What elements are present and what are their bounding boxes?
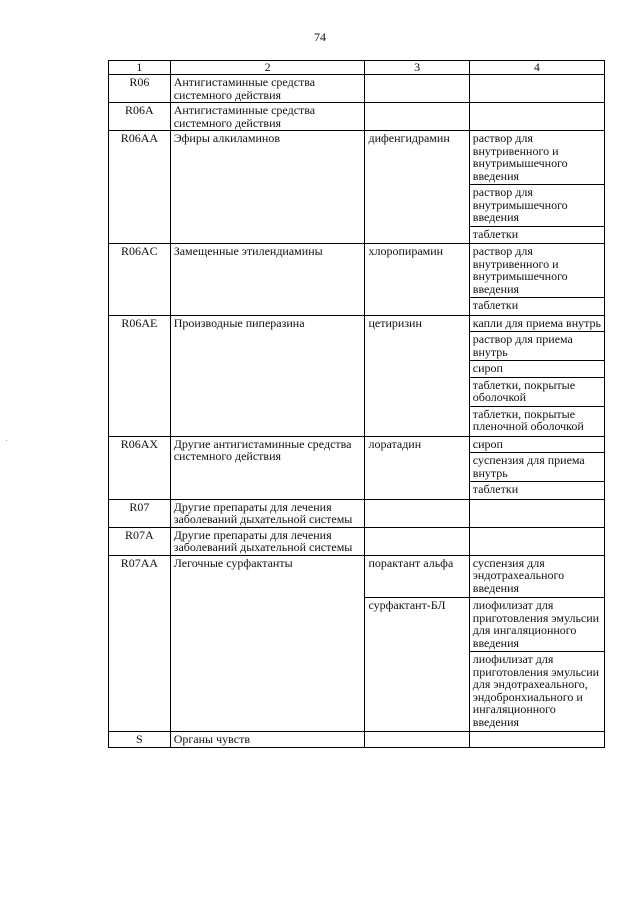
dosage-form: раствор для приема внутрь xyxy=(470,332,604,361)
table-row xyxy=(109,75,605,103)
table-row xyxy=(109,315,605,436)
atc-code-cell: S xyxy=(109,732,171,748)
dosage-form: таблетки, покрытые оболочкой xyxy=(470,378,604,407)
drug-name-cell: хлоропирамин xyxy=(365,244,469,316)
table-row xyxy=(109,732,605,748)
dosage-form: раствор для внутривенного и внутримышечного введения xyxy=(470,131,604,185)
dosage-forms-cell xyxy=(469,315,604,436)
dosage-forms-cell xyxy=(469,732,604,748)
drug-name-cell xyxy=(365,499,469,527)
drug-name-cell xyxy=(365,103,469,131)
table-row xyxy=(109,244,605,316)
dosage-form: таблетки, покрытые пленочной оболочкой xyxy=(472,406,584,433)
dosage-forms-cell xyxy=(469,598,604,732)
table-row xyxy=(109,499,605,527)
dosage-form: раствор для внутривенного и внутримышечного введения xyxy=(470,244,604,298)
group-name-cell: Эфиры алкиламинов xyxy=(170,131,365,244)
group-name-cell: Замещенные этилендиамины xyxy=(170,244,365,316)
group-name-cell: Производные пиперазина xyxy=(170,315,365,436)
group-name-cell: Другие антигистаминные средства системного действия xyxy=(170,436,365,499)
dosage-forms-cell xyxy=(469,527,604,555)
table-row xyxy=(109,555,605,598)
atc-code-cell: R06AX xyxy=(109,436,171,499)
dosage-form: раствор для внутримышечного введения xyxy=(470,185,604,227)
dosage-form: лиофилизат для приготовления эмульсии для эндотрахеального, эндобронхиального и ингаляционного введения xyxy=(472,652,600,729)
atc-code-cell: R06AE xyxy=(109,315,171,436)
table-row xyxy=(109,131,605,244)
dosage-forms-cell xyxy=(469,555,604,598)
atc-code-cell: R07A xyxy=(109,527,171,555)
atc-code-cell: R06 xyxy=(109,75,171,103)
group-name-cell: Другие препараты для лечения заболеваний дыхательной системы xyxy=(170,499,365,527)
header-cell-3: 3 xyxy=(365,61,469,75)
atc-code-cell: R06AC xyxy=(109,244,171,316)
drug-name-cell xyxy=(365,75,469,103)
table-row xyxy=(109,103,605,131)
dosage-form: таблетки xyxy=(472,226,519,241)
group-name-cell: Легочные сурфактанты xyxy=(170,555,365,732)
margin-mark xyxy=(6,440,7,441)
atc-code-cell: R07AA xyxy=(109,555,171,732)
group-name-cell: Органы чувств xyxy=(170,732,365,748)
dosage-forms-cell xyxy=(469,75,604,103)
drug-name-cell: порактант альфа xyxy=(365,555,469,598)
dosage-forms-cell xyxy=(469,436,604,499)
drug-name-cell: лоратадин xyxy=(365,436,469,499)
dosage-form: таблетки xyxy=(472,482,519,496)
header-cell-4: 4 xyxy=(469,61,604,75)
atc-code-cell: R06A xyxy=(109,103,171,131)
table-row xyxy=(109,527,605,555)
dosage-forms-cell xyxy=(469,131,604,244)
table-header-row xyxy=(109,61,605,75)
drug-name-cell xyxy=(365,527,469,555)
drug-table xyxy=(108,60,605,748)
group-name-cell: Антигистаминные средства системного действия xyxy=(170,103,365,131)
dosage-form: суспензия для эндотрахеального введения xyxy=(472,555,565,595)
dosage-form: сироп xyxy=(470,437,604,454)
header-cell-2: 2 xyxy=(170,61,365,75)
group-name-cell: Другие препараты для лечения заболеваний дыхательной системы xyxy=(170,527,365,555)
group-name-cell: Антигистаминные средства системного действия xyxy=(170,75,365,103)
dosage-form: лиофилизат для приготовления эмульсии для ингаляционного введения xyxy=(470,598,604,652)
table-row xyxy=(109,436,605,499)
page-number: 74 xyxy=(314,30,326,44)
drug-name-cell: цетиризин xyxy=(365,315,469,436)
dosage-form: таблетки xyxy=(472,298,519,312)
drug-name-cell: дифенгидрамин xyxy=(365,131,469,244)
dosage-form: сироп xyxy=(470,361,604,378)
header-cell-1: 1 xyxy=(109,61,171,75)
drug-name-cell xyxy=(365,732,469,748)
dosage-forms-cell xyxy=(469,499,604,527)
drug-name-cell: сурфактант-БЛ xyxy=(365,598,469,732)
atc-code-cell: R06AA xyxy=(109,131,171,244)
dosage-forms-cell xyxy=(469,244,604,316)
dosage-form: капли для приема внутрь xyxy=(470,316,604,333)
dosage-form: суспензия для приема внутрь xyxy=(470,453,604,482)
atc-code-cell: R07 xyxy=(109,499,171,527)
dosage-forms-cell xyxy=(469,103,604,131)
